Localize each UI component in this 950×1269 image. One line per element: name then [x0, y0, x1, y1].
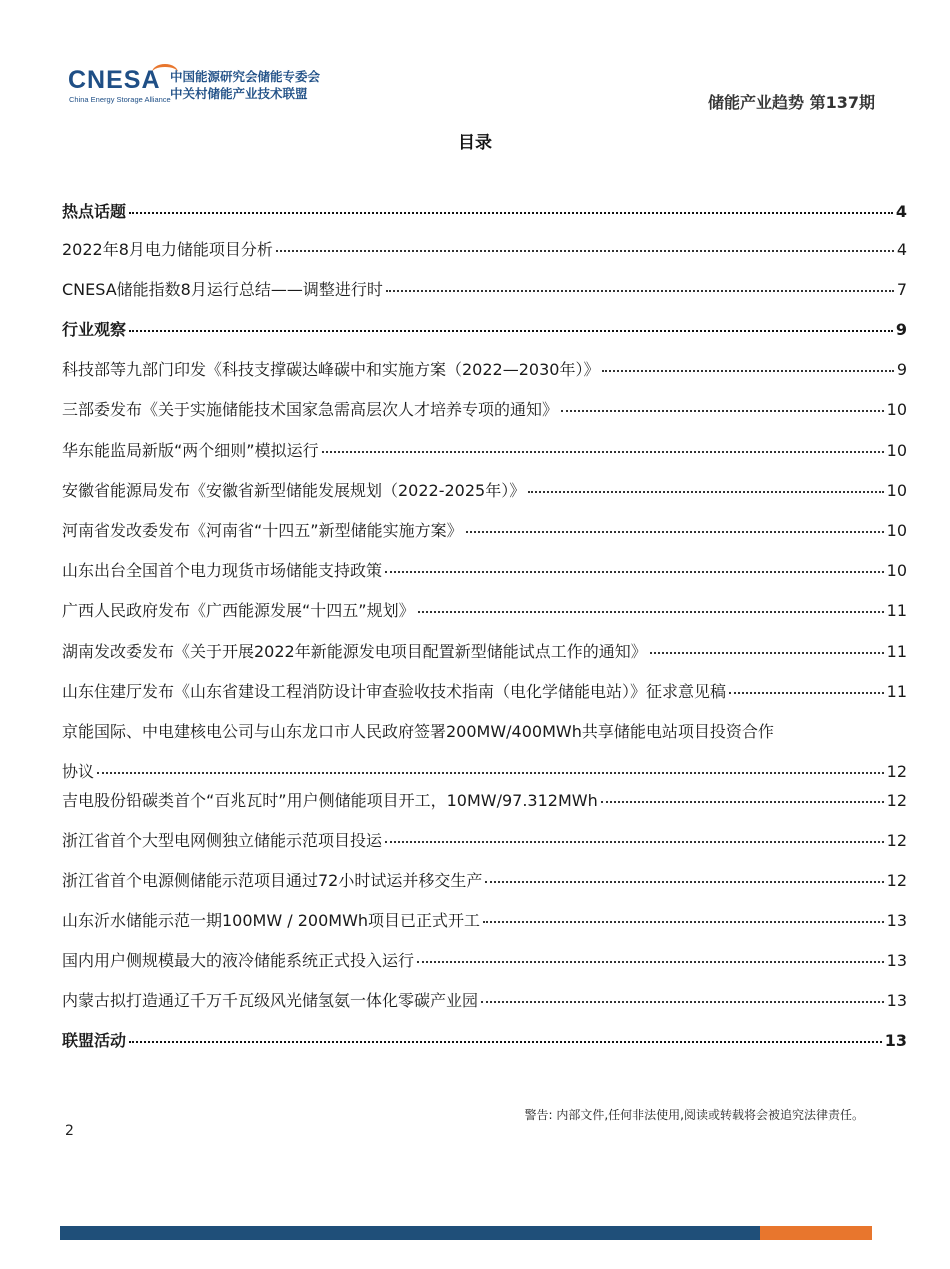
toc-leader	[129, 330, 893, 332]
toc-entry-title: 河南省发改委发布《河南省“十四五”新型储能实施方案》	[62, 521, 463, 540]
toc-leader	[418, 611, 884, 613]
page-number: 2	[65, 1123, 74, 1139]
toc-leader	[386, 290, 894, 292]
logo-cn-line2: 中关村储能产业技术联盟	[170, 86, 308, 101]
toc-entry[interactable]	[62, 641, 907, 663]
toc-entry-title: 广西人民政府发布《广西能源发展“十四五”规划》	[62, 601, 415, 620]
logo-cn-text	[170, 68, 320, 102]
logo-main-text: CNESA	[68, 66, 161, 94]
toc-entry-title: 浙江省首个大型电网侧独立储能示范项目投运	[62, 831, 383, 850]
toc-entry-page: 11	[886, 642, 907, 661]
toc-entry-page: 10	[886, 400, 907, 419]
toc-leader	[650, 652, 884, 654]
toc-leader	[601, 801, 884, 803]
toc-entry[interactable]	[62, 480, 907, 502]
toc-entry-page: 10	[886, 521, 907, 540]
toc-entry[interactable]	[62, 279, 907, 301]
toc-entry[interactable]	[62, 721, 907, 783]
legal-warning: 警告: 内部文件,任何非法使用,阅读或转载将会被追究法律责任。	[524, 1108, 864, 1122]
toc-entry-page: 12	[886, 871, 907, 890]
toc-entry-page: 11	[886, 601, 907, 620]
toc-entry-title: 山东出台全国首个电力现货市场储能支持政策	[62, 561, 383, 580]
toc-entry-title: 热点话题	[62, 202, 127, 221]
toc-entry-page: 10	[886, 481, 907, 500]
toc-entry-page: 9	[896, 360, 907, 379]
toc-entry-title: 京能国际、中电建核电公司与山东龙口市人民政府签署200MW/400MWh共享储能电站项目投资合作	[62, 722, 774, 741]
toc-entry[interactable]	[62, 950, 907, 972]
toc-entry-page: 10	[886, 441, 907, 460]
toc-entry-page: 13	[886, 911, 907, 930]
toc-entry-title: 2022年8月电力储能项目分析	[62, 240, 273, 259]
toc-entry[interactable]	[62, 560, 907, 582]
toc-entry-page: 10	[886, 561, 907, 580]
toc-leader	[322, 451, 884, 453]
toc-leader	[481, 1001, 884, 1003]
toc-leader	[385, 841, 884, 843]
toc-entry-title: 行业观察	[62, 320, 127, 339]
toc-entry-title: 山东住建厅发布《山东省建设工程消防设计审查验收技术指南（电化学储能电站）》征求意见稿	[62, 682, 727, 701]
toc-entry[interactable]	[62, 990, 907, 1012]
toc-entry[interactable]	[62, 600, 907, 622]
cnesa-logo	[68, 66, 348, 110]
toc-leader	[602, 370, 893, 372]
toc-entry-page: 13	[884, 1031, 907, 1050]
toc-leader	[466, 531, 884, 533]
toc-entry-title: 浙江省首个电源侧储能示范项目通过72小时试运并移交生产	[62, 871, 483, 890]
logo-sub-text: China Energy Storage Alliance	[69, 95, 171, 104]
toc-entry-title: CNESA储能指数8月运行总结——调整进行时	[62, 280, 383, 299]
toc-leader	[276, 250, 894, 252]
toc-leader	[729, 692, 884, 694]
toc-entry[interactable]	[62, 359, 907, 381]
toc-entry-title: 国内用户侧规模最大的液冷储能系统正式投入运行	[62, 951, 415, 970]
toc-entry-page: 9	[895, 320, 907, 339]
toc-entry-page: 13	[886, 991, 907, 1010]
toc-entry[interactable]	[62, 201, 907, 223]
toc-leader	[129, 212, 893, 214]
toc-entry-title: 内蒙古拟打造通辽千万千瓦级风光储氢氨一体化零碳产业园	[62, 991, 479, 1010]
toc-entry[interactable]	[62, 910, 907, 932]
footer-bar-blue	[60, 1226, 760, 1240]
toc-entry-title: 湖南发改委发布《关于开展2022年新能源发电项目配置新型储能试点工作的通知》	[62, 642, 647, 661]
toc-entry-page: 12	[886, 791, 907, 810]
toc-entry-page: 4	[895, 202, 907, 221]
toc-entry-page: 4	[896, 240, 907, 259]
toc-title: 目录	[458, 133, 492, 153]
toc-entry-page: 7	[896, 280, 907, 299]
toc-entry-title: 山东沂水储能示范一期100MW / 200MWh项目已正式开工	[62, 911, 481, 930]
toc-entry[interactable]	[62, 440, 907, 462]
footer-bar-orange	[760, 1226, 872, 1240]
toc-entry-title-cont: 协议	[62, 762, 95, 781]
toc-entry[interactable]	[62, 1030, 907, 1052]
toc-entry[interactable]	[62, 520, 907, 542]
toc-leader	[483, 921, 884, 923]
toc-entry-page: 12	[886, 831, 907, 850]
logo-cn-line1: 中国能源研究会储能专委会	[170, 69, 321, 84]
toc-entry[interactable]	[62, 790, 907, 812]
toc-leader	[385, 571, 884, 573]
toc-leader	[485, 881, 883, 883]
toc-entry-page: 12	[886, 762, 907, 781]
toc-entry[interactable]	[62, 870, 907, 892]
toc-leader	[528, 491, 883, 493]
issue-label: 储能产业趋势 第137期	[708, 93, 875, 112]
toc-leader	[97, 772, 884, 774]
toc-entry[interactable]	[62, 830, 907, 852]
toc-leader	[417, 961, 884, 963]
toc-entry-title: 三部委发布《关于实施储能技术国家急需高层次人才培养专项的通知》	[62, 400, 559, 419]
toc-leader	[561, 410, 884, 412]
toc-entry-title: 华东能监局新版“两个细则”模拟运行	[62, 441, 319, 460]
toc-entry[interactable]	[62, 681, 907, 703]
toc-leader	[129, 1041, 882, 1043]
toc-entry[interactable]	[62, 239, 907, 261]
toc-entry[interactable]	[62, 319, 907, 341]
toc-entry[interactable]	[62, 399, 907, 421]
toc-entry-title: 联盟活动	[62, 1031, 127, 1050]
toc-entry-title: 科技部等九部门印发《科技支撑碳达峰碳中和实施方案（2022—2030年）》	[62, 360, 600, 379]
toc-entry-title: 安徽省能源局发布《安徽省新型储能发展规划（2022-2025年）》	[62, 481, 526, 500]
toc-entry-page: 13	[886, 951, 907, 970]
toc-entry-title: 吉电股份铅碳类首个“百兆瓦时”用户侧储能项目开工，10MW/97.312MWh	[62, 791, 598, 810]
toc-entry-page: 11	[886, 682, 907, 701]
